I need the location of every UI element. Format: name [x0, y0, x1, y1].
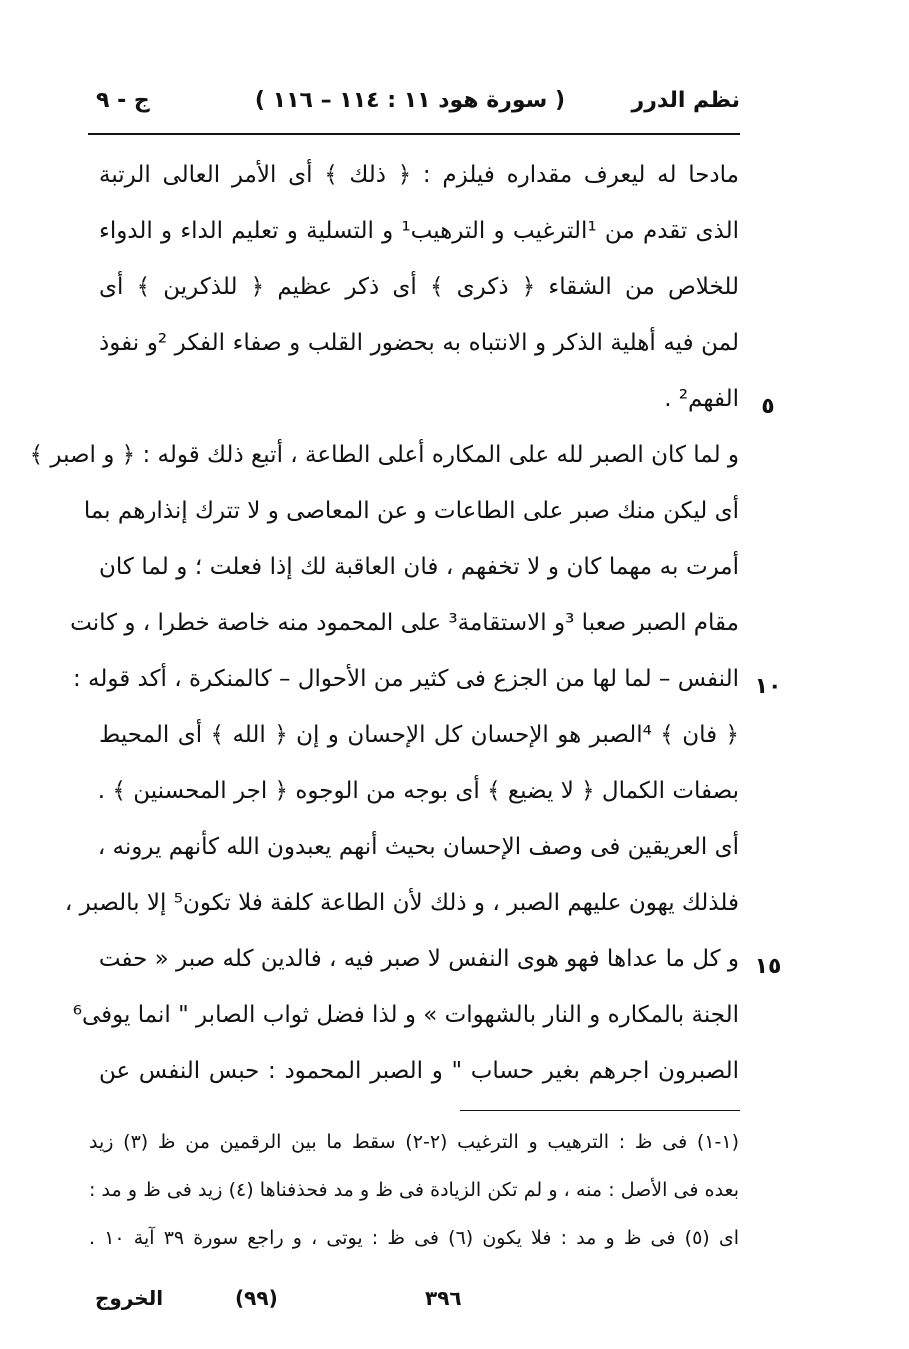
book-title: نظم الدرر: [631, 88, 740, 113]
running-header: [88, 82, 740, 122]
footnote-line: (١-١) فى ظ : الترهيب و الترغيب (٢-٢) سقط ما بين الرقمين من ظ (٣) زيد: [89, 1131, 740, 1153]
text-line: مقام الصبر صعبا ³و الاستقامة³ على المحمود منه خاصة خطرا ، و كانت: [70, 610, 739, 636]
page-footer: [95, 1282, 515, 1318]
catchword: الخروج: [95, 1286, 164, 1310]
line-number-10: ١٠: [754, 674, 782, 699]
text-line: بصفات الكمال ﴿ لا يضيع ﴾ أى بوجه من الوجوه ﴿ اجر المحسنين ﴾ .: [97, 778, 739, 804]
text-line: الصبرون اجرهم بغير حساب " و الصبر المحمود : حبس النفس عن: [99, 1058, 739, 1084]
text-line: أى ليكن منك صبر على الطاعات و عن المعاصى و لا تترك إنذارهم بما: [83, 498, 739, 524]
footnote-line: اى (٥) فى ظ و مد : فلا يكون (٦) فى ظ : يوتى ، و راجع سورة ٣٩ آية ١٠ .: [89, 1227, 740, 1249]
surah-reference: ( سورة هود ١١ : ١١٤ – ١١٦ ): [254, 88, 565, 113]
text-line: أى العريقين فى وصف الإحسان بحيث أنهم يعبدون الله كأنهم يرونه ،: [97, 834, 739, 860]
line-number-5: ٥: [761, 394, 775, 419]
text-line: و لما كان الصبر لله على المكاره أعلى الطاعة ، أتبع ذلك قوله : ﴿ و اصبر ﴾: [29, 442, 739, 468]
page-number: ٣٩٦: [425, 1286, 462, 1310]
text-line: الفهم² .: [664, 386, 739, 412]
footnote-line: بعده فى الأصل : منه ، و لم تكن الزيادة فى ظ و مد فحذفناها (٤) زيد فى ظ و مد :: [89, 1179, 739, 1201]
text-line: لمن فيه أهلية الذكر و الانتباه به بحضور القلب و صفاء الفكر ²و نفوذ: [99, 330, 739, 356]
text-line: ﴿ فان ﴾ ⁴الصبر هو الإحسان كل الإحسان و إن ﴿ الله ﴾ أى المحيط: [99, 722, 739, 748]
text-line: أمرت به مهما كان و لا تخفهم ، فان العاقبة لك إذا فعلت ؛ و لما كان: [99, 554, 739, 580]
header-rule: [88, 133, 740, 135]
text-line: النفس – لما لها من الجزع فى كثير من الأحوال – كالمنكرة ، أكد قوله :: [72, 666, 739, 692]
text-line: مادحا له ليعرف مقداره فيلزم : ﴿ ذلك ﴾ أى الأمر العالى الرتبة: [99, 162, 739, 188]
text-line: الذى تقدم من ¹الترغيب و الترهيب¹ و التسلية و تعليم الداء و الدواء: [99, 218, 739, 244]
text-line: للخلاص من الشقاء ﴿ ذكرى ﴾ أى ذكر عظيم ﴿ للذكرين ﴾ أى: [99, 274, 739, 300]
text-line: و كل ما عداها فهو هوى النفس لا صبر فيه ، فالدين كله صبر « حفت: [98, 946, 739, 972]
signature-mark: (٩٩): [235, 1286, 278, 1310]
line-number-15: ١٥: [754, 954, 782, 979]
text-line: الجنة بالمكاره و النار بالشهوات » و لذا فضل ثواب الصابر " انما يوفى⁶: [72, 1002, 739, 1028]
text-line: فلذلك يهون عليهم الصبر ، و ذلك لأن الطاعة كلفة فلا تكون⁵ إلا بالصبر ،: [64, 890, 739, 916]
volume-number: ج - ٩: [96, 88, 150, 113]
footnote-rule: [460, 1110, 740, 1111]
